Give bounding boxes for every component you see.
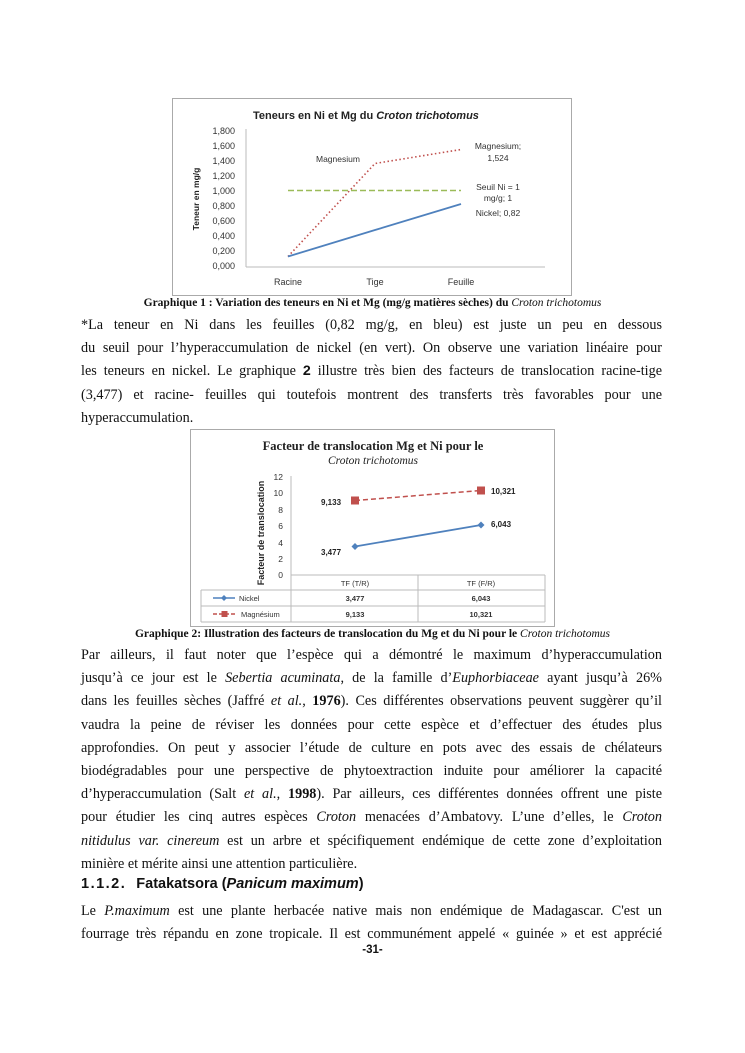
- svg-text:0,800: 0,800: [212, 201, 235, 211]
- caption-graphique-1: Graphique 1 : Variation des teneurs en Ni et Mg (mg/g matières sèches) du Croton trichotomus: [143, 297, 602, 309]
- svg-text:Feuille: Feuille: [447, 277, 475, 287]
- page-number: -31-: [362, 944, 383, 956]
- magnesium-mid-label: Magnesium: [316, 154, 360, 164]
- svg-text:0,400: 0,400: [212, 231, 235, 241]
- paragraph-1-line: *La teneur en Ni dans les feuilles (0,82 mg/g, en bleu) est juste un peu en dessous: [81, 317, 662, 333]
- svg-text:9,133: 9,133: [345, 610, 365, 619]
- paragraph-3-line: fourrage très répandu en zone tropicale. Il est communément appelé « guinée » et est apprécié: [81, 926, 662, 943]
- chart-ni-mg-content: [172, 98, 572, 296]
- svg-text:1,000: 1,000: [212, 186, 235, 196]
- chart1-y-axis-label: Teneur en mg/g: [191, 167, 201, 231]
- section-heading-1-1-2: 1.1.2. Fatakatsora (Panicum maximum): [81, 876, 364, 892]
- diamond-marker-icon: [221, 595, 227, 601]
- paragraph-2-line: d’hyperaccumulation (Salt et al., 1998). Par ailleurs, ces différentes données offrent une piste: [81, 786, 663, 803]
- svg-text:1,200: 1,200: [212, 171, 235, 181]
- caption-graphique-2: Graphique 2: Illustration des facteurs de translocation du Mg et du Ni pour le Croton trichotomus: [134, 628, 611, 640]
- svg-text:TF (T/R): TF (T/R): [340, 579, 370, 588]
- chart2-title-line1: Facteur de translocation Mg et Ni pour le: [262, 439, 484, 453]
- square-marker-icon: [222, 611, 228, 617]
- nickel-line: [288, 204, 461, 257]
- svg-text:10,321: 10,321: [469, 610, 493, 619]
- svg-text:1,400: 1,400: [212, 156, 235, 166]
- svg-text:Tige: Tige: [366, 277, 384, 287]
- legend-magnesium: Magnésium: [241, 610, 280, 619]
- svg-text:1,600: 1,600: [212, 141, 235, 151]
- paragraph-3-line: Le P.maximum est une plante herbacée native mais non endémique de Madagascar. C'est un: [81, 903, 663, 919]
- svg-text:1,800: 1,800: [212, 126, 235, 136]
- chart1-y-ticks: [212, 126, 235, 271]
- paragraph-2-line: vaudra la peine de réviser les données pour cette espèce et d’effectuer des études plus: [81, 716, 662, 733]
- svg-text:12: 12: [273, 472, 283, 482]
- svg-text:10,321: 10,321: [491, 487, 516, 496]
- paragraph-3: [81, 900, 662, 946]
- paragraph-1-line: du seuil pour l’hyperaccumulation de nickel (en vert). On observe une variation linéaire pour: [81, 340, 662, 357]
- svg-text:0: 0: [278, 570, 283, 580]
- paragraph-1-line: (3,477) et racine- feuilles qui toutefois montrent des transferts très favorables pour une: [81, 386, 662, 403]
- svg-text:0,600: 0,600: [212, 216, 235, 226]
- svg-text:3,477: 3,477: [345, 594, 365, 603]
- magnesium-point: [477, 487, 485, 495]
- magnesium-end-label-2: 1,524: [487, 153, 509, 163]
- chart2-title-line2: Croton trichotomus: [328, 455, 418, 467]
- paragraph-2-line: approfondies. On peut y associer l’étude de culture en pots avec des essais de chélateurs: [81, 739, 662, 756]
- paragraph-2: [81, 644, 662, 876]
- chart1-x-ticks: [274, 277, 474, 287]
- chart2-y-axis-label: Facteur de translocation: [256, 480, 266, 586]
- svg-text:2: 2: [278, 554, 283, 564]
- chart2-y-ticks: [274, 472, 284, 580]
- legend-nickel: Nickel: [239, 594, 260, 603]
- paragraph-2-line: pour étudier les cinq autres espèces Croton menacées d’Ambatovy. L’une d’elles, le Croton: [81, 809, 662, 826]
- svg-text:0,200: 0,200: [212, 246, 235, 256]
- nickel-tf-line: [355, 525, 481, 547]
- paragraph-2-line: nitidulus var. cinereum est un arbre et spécifiquement endémique de cette zone d’exploitation: [81, 832, 663, 849]
- nickel-point: [352, 543, 359, 550]
- svg-text:0,000: 0,000: [212, 261, 235, 271]
- paragraph-2-line: dans les feuilles sèches (Jaffré et al., 1976). Ces différentes observations peuvent suggèrer qu’il: [81, 693, 662, 710]
- svg-text:8: 8: [278, 505, 283, 515]
- seuil-label-1: Seuil Ni = 1: [476, 182, 520, 192]
- paragraph-2-line: biodégradables pour une perspective de phytoextraction induite pour améliorer la capacité: [81, 762, 662, 779]
- chart1-title: Teneurs en Ni et Mg du Croton trichotomus: [253, 110, 479, 122]
- svg-text:6,043: 6,043: [471, 594, 491, 603]
- svg-text:3,477: 3,477: [321, 548, 342, 557]
- svg-text:10: 10: [273, 488, 283, 498]
- svg-text:4: 4: [278, 538, 283, 548]
- svg-text:Racine: Racine: [273, 277, 303, 287]
- svg-text:TF (F/R): TF (F/R): [466, 579, 496, 588]
- svg-text:6,043: 6,043: [491, 520, 512, 529]
- svg-text:9,133: 9,133: [321, 498, 342, 507]
- nickel-end-label: Nickel; 0,82: [475, 208, 521, 218]
- chart2-data-labels: [321, 487, 516, 557]
- paragraph-2-line: Par ailleurs, il faut noter que l’espèce qui a démontré le maximum d’hyperaccumulation: [81, 647, 662, 663]
- seuil-label-2: mg/g; 1: [483, 193, 513, 203]
- magnesium-point: [351, 497, 359, 505]
- paragraph-1: [81, 314, 662, 430]
- paragraph-2-line: jusqu’à ce jour est le Sebertia acuminata, de la famille d’Euphorbiaceae ayant jusqu’à 26%: [81, 670, 662, 687]
- svg-text:6: 6: [278, 521, 283, 531]
- paragraph-1-line: hyperaccumulation.: [81, 409, 194, 426]
- magnesium-end-label-1: Magnesium;: [474, 141, 522, 151]
- magnesium-line: [288, 150, 461, 257]
- paragraph-2-line: minière et mérite ainsi une attention particulière.: [81, 855, 358, 872]
- chart1-svg: [173, 99, 571, 295]
- nickel-point: [478, 522, 485, 529]
- paragraph-1-line: les teneurs en nickel. Le graphique 2 illustre très bien des facteurs de translocation racine-tige: [81, 363, 662, 380]
- chart-translocation-factor: [190, 429, 555, 627]
- magnesium-tf-line: [355, 491, 481, 501]
- chart2-svg: [191, 430, 554, 626]
